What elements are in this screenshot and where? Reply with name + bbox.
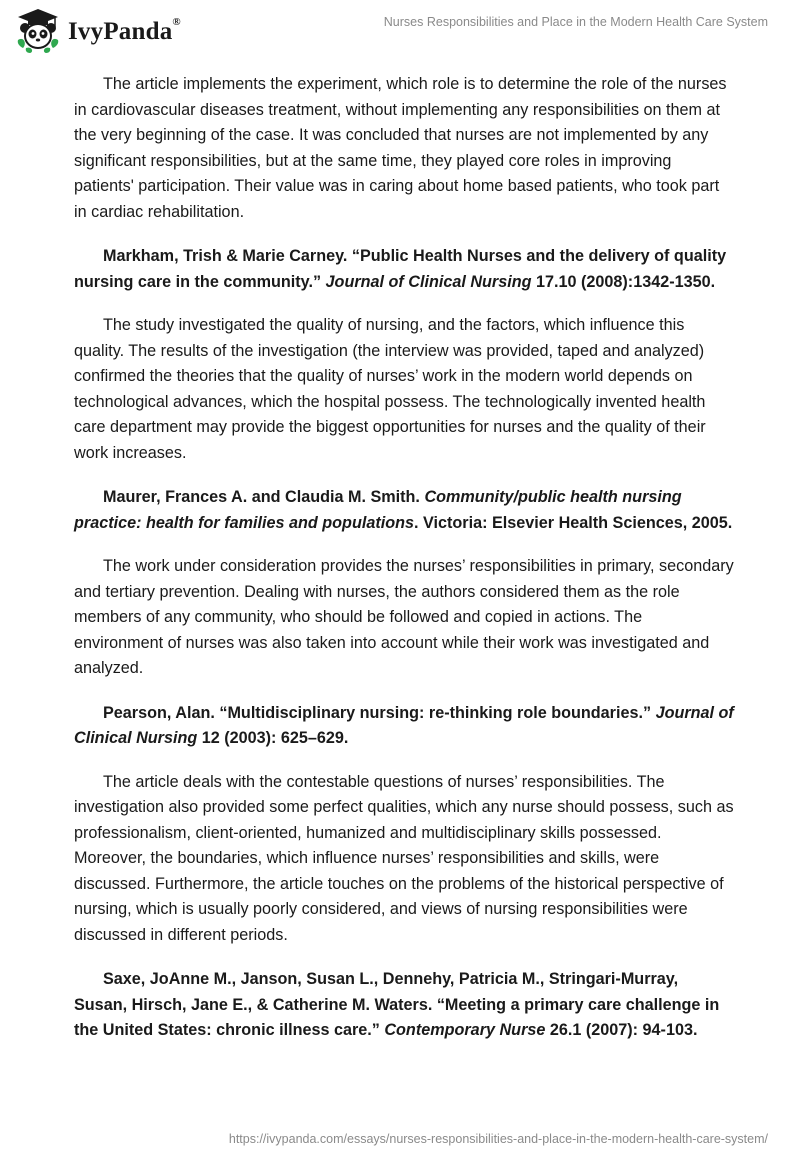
ivypanda-logo[interactable]	[14, 6, 181, 54]
annotation-paragraph: The study investigated the quality of nursing, and the factors, which influence this quality. The results of the investigation (the interview was provided, taped and analyzed) confirmed the theories that the quality of nurses’ work in the modern world depends on technological advances, which the hospital possess. The technologically invented health care department may provide the biggest opportunities for nurses and the quality of their work increases.	[74, 316, 706, 462]
annotation-paragraph: The work under consideration provides the nurses’ responsibilities in primary, secondary and tertiary prevention. Dealing with nurses, the authors considered them as the role members of any community, who should be followed and copied in actions. The environment of nurses was also taken into account while their work was investigated and analyzed.	[74, 557, 734, 677]
reference-entry: Pearson, Alan. “Multidisciplinary nursing: re-thinking role boundaries.” Journal of Clinical Nursing 12 (2003): 625–629.	[74, 703, 734, 747]
annotation-paragraph: The article deals with the contestable questions of nurses’ responsibilities. The investigation also provided some perfect qualities, which any nurse should possess, such as professionalism, client-oriented, humanized and multidisciplinary skills possessed. Moreover, the boundaries, which influence nurses’ responsibilities and skills, were discussed. Furthermore, the article touches on the problems of the historical perspective of nursing, which is usually poorly considered, and views of nursing responsibilities were discussed in different periods.	[74, 772, 734, 944]
brand-name: IvyPanda®	[68, 16, 181, 45]
reference-entry: Saxe, JoAnne M., Janson, Susan L., Dennehy, Patricia M., Stringari-Murray, Susan, Hirsch, Jane E., & Catherine M. Waters. “Meeting a primary care challenge in the United States: chronic illness care.” Contemporary Nurse 26.1 (2007): 94-103.	[74, 970, 720, 1039]
annotation-paragraph: The article implements the experiment, which role is to determine the role of the nurses in cardiovascular diseases treatment, without implementing any responsibilities on them at the very beginning of the case. It was concluded that nurses are not implemented by any significant responsibilities, but at the same time, they played core roles in improving patients' participation. Their value was in caring about home based patients, who took part in cardiac rehabilitation.	[74, 75, 727, 221]
page-header	[0, 0, 800, 60]
essay-content	[74, 72, 734, 1062]
panda-graduation-cap-icon	[14, 6, 62, 54]
reference-entry: Markham, Trish & Marie Carney. “Public Health Nurses and the delivery of quality nursing care in the community.” Journal of Clinical Nursing 17.10 (2008):1342-1350.	[74, 247, 727, 291]
reference-entry: Maurer, Frances A. and Claudia M. Smith. Community/public health nursing practice: health for families and populations. Victoria: Elsevier Health Sciences, 2005.	[74, 488, 733, 532]
source-url[interactable]: https://ivypanda.com/essays/nurses-responsibilities-and-place-in-the-modern-health-care-system/	[228, 1132, 768, 1146]
document-title: Nurses Responsibilities and Place in the Modern Health Care System	[383, 15, 768, 29]
